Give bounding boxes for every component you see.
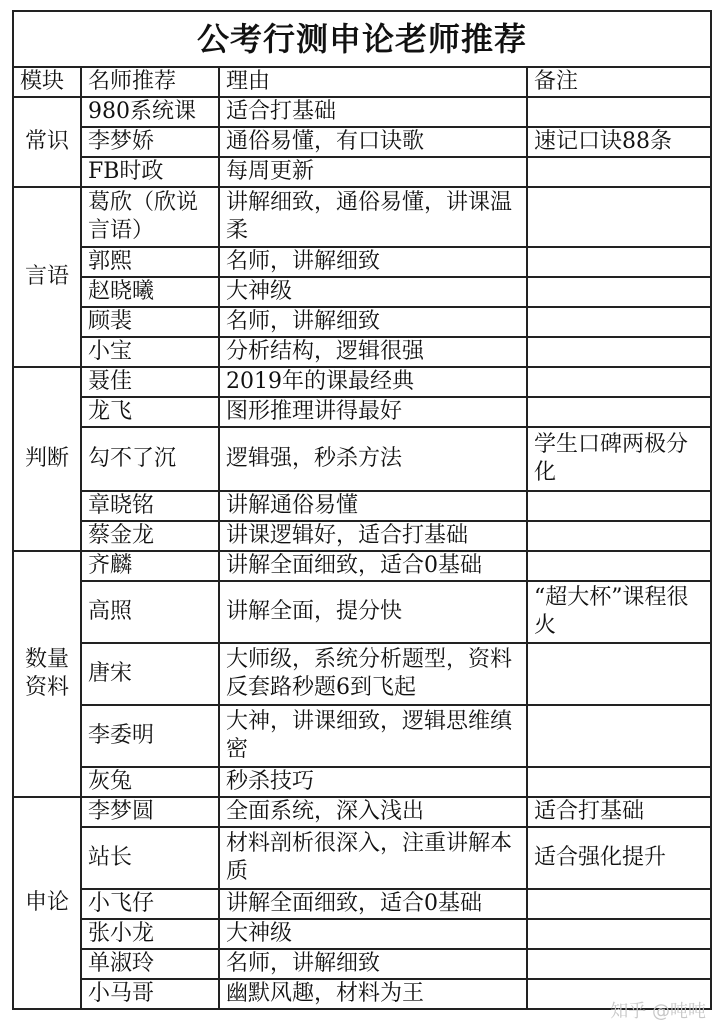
- reason-cell: 讲解通俗易懂: [219, 491, 527, 521]
- teacher-cell: 李委明: [81, 705, 219, 767]
- reason-cell: 分析结构，逻辑很强: [219, 337, 527, 367]
- teacher-cell: 蔡金龙: [81, 521, 219, 551]
- reason-cell: 图形推理讲得最好: [219, 397, 527, 427]
- note-cell: [527, 521, 711, 551]
- teacher-cell: 龙飞: [81, 397, 219, 427]
- teacher-cell: 站长: [81, 827, 219, 889]
- teacher-cell: 小马哥: [81, 979, 219, 1009]
- note-cell: 适合强化提升: [527, 827, 711, 889]
- note-cell: 速记口诀88条: [527, 127, 711, 157]
- reason-cell: 讲解全面细致，适合0基础: [219, 889, 527, 919]
- reason-cell: 讲解全面细致，适合0基础: [219, 551, 527, 581]
- teacher-cell: 顾裴: [81, 307, 219, 337]
- teacher-cell: 李梦娇: [81, 127, 219, 157]
- teacher-cell: 张小龙: [81, 919, 219, 949]
- reason-cell: 材料剖析很深入，注重讲解本质: [219, 827, 527, 889]
- teacher-cell: 勾不了沉: [81, 427, 219, 491]
- note-cell: [527, 551, 711, 581]
- reason-cell: 讲解细致，通俗易懂，讲课温柔: [219, 187, 527, 247]
- teacher-cell: 高照: [81, 581, 219, 643]
- teacher-cell: 章晓铭: [81, 491, 219, 521]
- header-note: 备注: [527, 67, 711, 97]
- teacher-cell: 980系统课: [81, 97, 219, 127]
- teacher-cell: 小宝: [81, 337, 219, 367]
- header-teacher: 名师推荐: [81, 67, 219, 97]
- note-cell: [527, 337, 711, 367]
- reason-cell: 适合打基础: [219, 97, 527, 127]
- reason-cell: 大师级，系统分析题型，资料反套路秒题6到飞起: [219, 643, 527, 705]
- teacher-cell: 聂佳: [81, 367, 219, 397]
- note-cell: [527, 97, 711, 127]
- watermark: 知乎 @吨吨: [610, 1001, 706, 1022]
- note-cell: 适合打基础: [527, 797, 711, 827]
- teacher-cell: 赵晓曦: [81, 277, 219, 307]
- module-panduan: 判断: [13, 367, 81, 551]
- reason-cell: 名师，讲解细致: [219, 307, 527, 337]
- teacher-cell: 单淑玲: [81, 949, 219, 979]
- note-cell: [527, 889, 711, 919]
- reason-cell: 每周更新: [219, 157, 527, 187]
- recommendation-table: [12, 10, 712, 1010]
- table-title: 公考行测申论老师推荐: [13, 11, 711, 67]
- reason-cell: 讲课逻辑好，适合打基础: [219, 521, 527, 551]
- note-cell: [527, 247, 711, 277]
- reason-cell: 2019年的课最经典: [219, 367, 527, 397]
- note-cell: [527, 491, 711, 521]
- header-reason: 理由: [219, 67, 527, 97]
- teacher-cell: 齐麟: [81, 551, 219, 581]
- note-cell: “超大杯”课程很火: [527, 581, 711, 643]
- module-changshi: 常识: [13, 97, 81, 187]
- reason-cell: 全面系统，深入浅出: [219, 797, 527, 827]
- reason-cell: 通俗易懂，有口诀歌: [219, 127, 527, 157]
- note-cell: [527, 919, 711, 949]
- note-cell: [527, 397, 711, 427]
- note-cell: [527, 767, 711, 797]
- reason-cell: 名师，讲解细致: [219, 949, 527, 979]
- module-yanyu: 言语: [13, 187, 81, 367]
- teacher-cell: 郭熙: [81, 247, 219, 277]
- header-module: 模块: [13, 67, 81, 97]
- reason-cell: 逻辑强，秒杀方法: [219, 427, 527, 491]
- reason-cell: 幽默风趣，材料为王: [219, 979, 527, 1009]
- teacher-cell: 李梦圆: [81, 797, 219, 827]
- teacher-cell: 灰兔: [81, 767, 219, 797]
- reason-cell: 讲解全面，提分快: [219, 581, 527, 643]
- reason-cell: 大神级: [219, 919, 527, 949]
- reason-cell: 名师，讲解细致: [219, 247, 527, 277]
- note-cell: [527, 643, 711, 705]
- note-cell: [527, 187, 711, 247]
- reason-cell: 秒杀技巧: [219, 767, 527, 797]
- note-cell: [527, 367, 711, 397]
- note-cell: [527, 705, 711, 767]
- module-shenlun: 申论: [13, 797, 81, 1009]
- note-cell: [527, 307, 711, 337]
- note-cell: [527, 157, 711, 187]
- note-cell: 学生口碑两极分化: [527, 427, 711, 491]
- module-shuliang: 数量 资料: [13, 551, 81, 797]
- teacher-cell: 葛欣（欣说言语）: [81, 187, 219, 247]
- teacher-cell: 小飞仔: [81, 889, 219, 919]
- note-cell: [527, 949, 711, 979]
- teacher-cell: 唐宋: [81, 643, 219, 705]
- reason-cell: 大神，讲课细致，逻辑思维缜密: [219, 705, 527, 767]
- reason-cell: 大神级: [219, 277, 527, 307]
- note-cell: [527, 277, 711, 307]
- teacher-cell: FB时政: [81, 157, 219, 187]
